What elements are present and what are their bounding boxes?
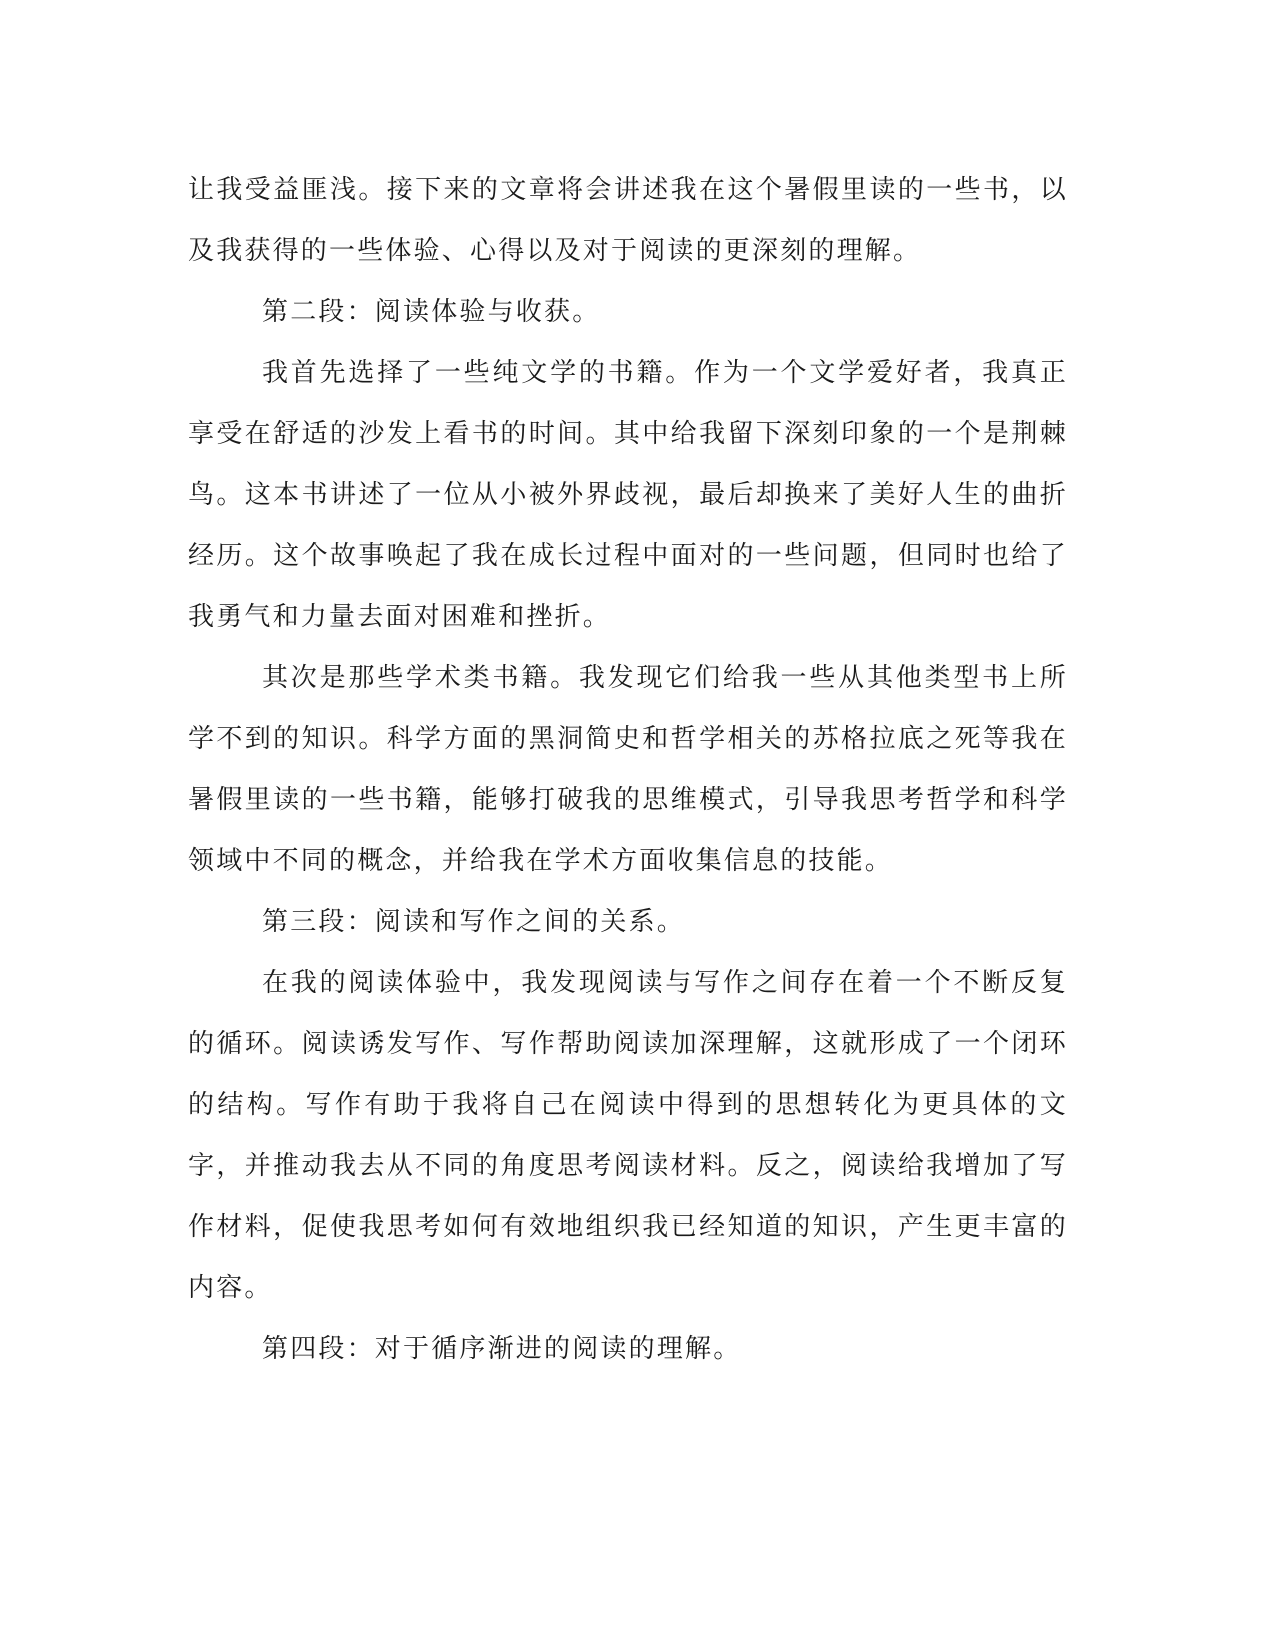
paragraph-reading-writing: 在我的阅读体验中，我发现阅读与写作之间存在着一个不断反复的循环。阅读诱发写作、写作帮助阅读加深理解，这就形成了一个闭环的结构。写作有助于我将自己在阅读中得到的思想转化为更具体的文字，并推动我去从不同的角度思考阅读材料。反之，阅读给我增加了写作材料，促使我思考如何有效地组织我已经知道的知识，产生更丰富的内容。 xyxy=(188,968,1068,1303)
document-body xyxy=(188,160,1068,1380)
paragraph-academic: 其次是那些学术类书籍。我发现它们给我一些从其他类型书上所学不到的知识。科学方面的黑洞简史和哲学相关的苏格拉底之死等我在暑假里读的一些书籍，能够打破我的思维模式，引导我思考哲学和科学领域中不同的概念，并给我在学术方面收集信息的技能。 xyxy=(188,663,1068,876)
section-heading-3: 第三段：阅读和写作之间的关系。 xyxy=(262,907,686,937)
paragraph-literature: 我首先选择了一些纯文学的书籍。作为一个文学爱好者，我真正享受在舒适的沙发上看书的时间。其中给我留下深刻印象的一个是荆棘鸟。这本书讲述了一位从小被外界歧视，最后却换来了美好人生的曲折经历。这个故事唤起了我在成长过程中面对的一些问题，但同时也给了我勇气和力量去面对困难和挫折。 xyxy=(188,358,1068,632)
section-heading-2: 第二段：阅读体验与收获。 xyxy=(262,297,601,327)
paragraph-intro-continuation: 让我受益匪浅。接下来的文章将会讲述我在这个暑假里读的一些书，以及我获得的一些体验、心得以及对于阅读的更深刻的理解。 xyxy=(188,175,1068,266)
section-heading-4: 第四段：对于循序渐进的阅读的理解。 xyxy=(262,1334,742,1364)
